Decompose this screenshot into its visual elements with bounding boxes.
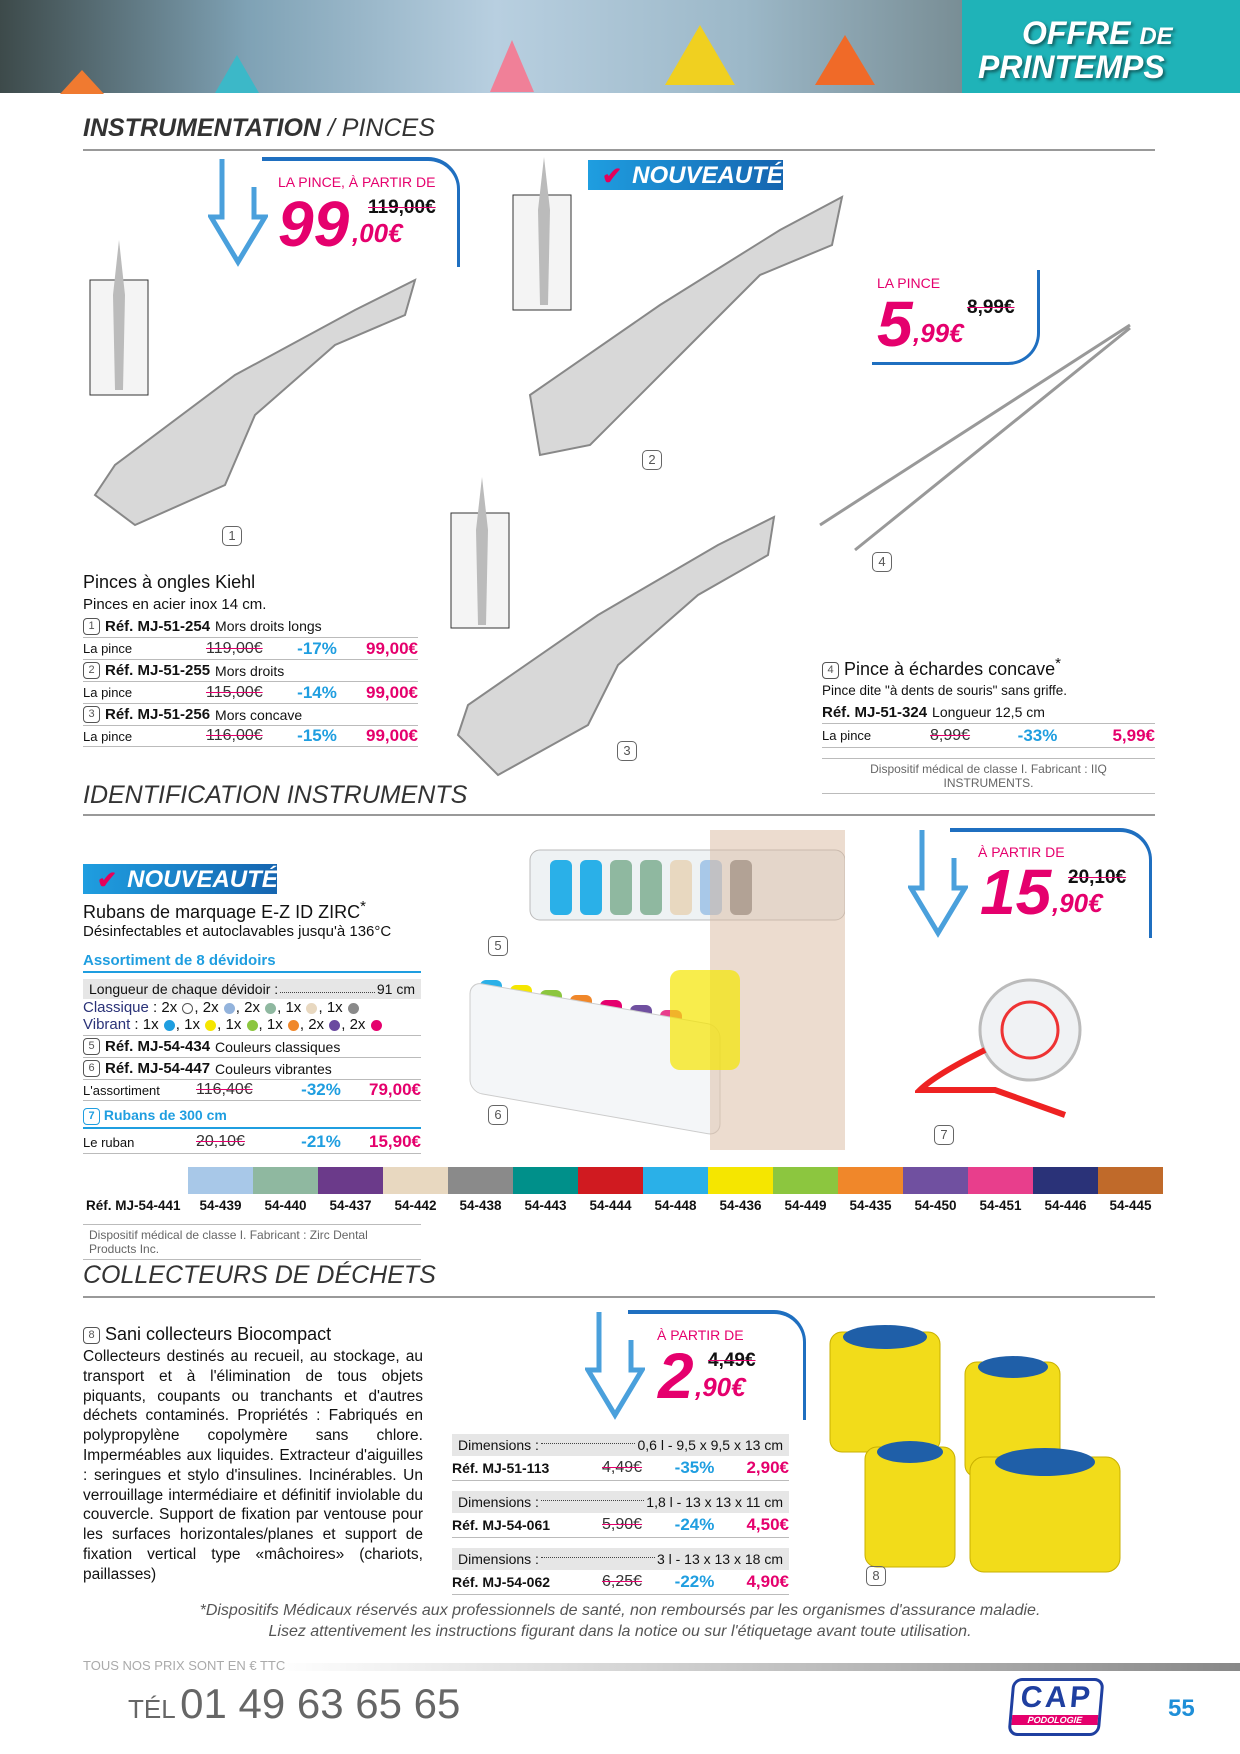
tape-roll: [670, 860, 692, 915]
product-title: Pince à échardes concave: [844, 659, 1056, 679]
paper-boat-image: [60, 70, 104, 94]
price-big: 15: [980, 856, 1052, 928]
color-quantity: 1x: [326, 999, 343, 1016]
product-title: Sani collecteurs Biocompact: [105, 1324, 332, 1344]
section-divider: [83, 814, 1155, 816]
color-swatch: [1098, 1167, 1163, 1194]
old-price: 20,10€: [196, 1133, 245, 1151]
image-number-8: 8: [866, 1566, 886, 1586]
tape-roll: [610, 860, 632, 915]
new-price: 15,90€: [369, 1132, 421, 1152]
color-swatch: [318, 1167, 383, 1194]
image-number-5: 5: [488, 936, 508, 956]
price-row: [452, 1570, 789, 1595]
old-price: 5,90€: [602, 1516, 643, 1533]
product-description: Collecteurs destinés au recueil, au stockage, au transport et à l'élimination de tous objets piquants, coupants ou tranchants et d'autres déchets contaminés. Propriétés : Fabriqués en polypropylène copolymère sans chlore. Imperméables aux liquides. Extracteur d'aiguilles : seringues et stylo d'insulines. Incinérables. Un verrouillage intermédiaire et définitif inviolable du couvercle. Support de fixation par ventouse pour les surfaces horizontales/planes et support de fixation vertical type «mâchoires» (chariots, paillasses): [83, 1348, 423, 1583]
single-title: Rubans de 300 cm: [103, 1107, 227, 1123]
color-swatch: [1033, 1167, 1098, 1194]
product-desc: Couleurs classiques: [215, 1038, 341, 1055]
price-label: À PARTIR DE: [657, 1327, 744, 1343]
discount: -15%: [297, 726, 337, 745]
price-row: [822, 723, 1155, 748]
old-price: 4,49€: [602, 1459, 643, 1476]
rubans-product-block: [83, 898, 421, 1154]
color-dot: [265, 1003, 276, 1014]
color-swatch-strip: [188, 1167, 1163, 1194]
vibrant-label: Vibrant: [83, 1016, 131, 1033]
color-code: 54-437: [329, 1198, 372, 1213]
color-swatch: [708, 1167, 773, 1194]
item-number: 4: [822, 662, 839, 679]
tel-label: TÉL: [128, 1694, 176, 1724]
section-title-collecteurs: COLLECTEURS DE DÉCHETS: [83, 1261, 436, 1289]
image-number-6: 6: [488, 1105, 508, 1125]
dimension-row: [452, 1548, 789, 1570]
discount: -24%: [674, 1515, 715, 1534]
color-quantity: 1x: [225, 1016, 242, 1033]
price-cents: ,99€: [913, 318, 964, 348]
old-price: 116,00€: [206, 727, 263, 744]
product-desc: Longueur 12,5 cm: [932, 704, 1045, 720]
discount: -14%: [297, 682, 337, 702]
color-swatch: [773, 1167, 838, 1194]
product-ref: Réf. MJ-54-434: [105, 1038, 211, 1055]
section-title-rest: / PINCES: [320, 114, 435, 142]
section-title-bold: INSTRUMENTATION: [83, 114, 321, 142]
image-number-2: 2: [642, 450, 662, 470]
item-number: 7: [83, 1108, 100, 1125]
color-dot: [247, 1020, 258, 1031]
plier-image-3: [448, 475, 788, 785]
color-swatch: [968, 1167, 1033, 1194]
prices-note: TOUS NOS PRIX SONT EN € TTC: [83, 1658, 286, 1673]
color-quantity: 1x: [266, 1016, 283, 1033]
price-cents: ,00€: [352, 218, 403, 248]
color-code: 54-440: [264, 1198, 307, 1213]
discount: -22%: [674, 1572, 715, 1591]
color-code: 54-450: [914, 1198, 957, 1213]
price-label: LA PINCE, À PARTIR DE: [278, 174, 436, 190]
product-ref: Réf. MJ-54-062: [452, 1574, 551, 1590]
length-value: 91 cm: [376, 981, 415, 997]
product-ref: Réf. MJ-51-255: [105, 662, 211, 679]
price-label: À PARTIR DE: [978, 844, 1065, 860]
color-dot: [288, 1020, 299, 1031]
paper-boat-image: [665, 25, 735, 85]
paper-boat-image: [215, 55, 259, 93]
color-code: 54-446: [1044, 1198, 1087, 1213]
color-dot: [224, 1003, 235, 1014]
color-dot: [182, 1003, 193, 1014]
color-quantity: 2x: [308, 1016, 325, 1033]
classique-colors: Classique : 2x , 2x , 2x , 1x , 1x: [83, 999, 421, 1016]
discount: -17%: [297, 638, 337, 658]
offer-line1: OFFRE: [1022, 15, 1131, 51]
color-dot: [348, 1003, 359, 1014]
color-swatch: [188, 1167, 253, 1194]
asterisk: *: [360, 898, 366, 915]
new-price: 99,00€: [366, 682, 418, 702]
dot-leader: [541, 1500, 644, 1501]
color-quantity: 2x: [202, 999, 219, 1016]
tape-roll: [580, 860, 602, 915]
section-divider: [83, 1296, 1155, 1298]
footer-bar: [275, 1663, 1240, 1671]
tel-number: 01 49 63 65 65: [180, 1680, 461, 1727]
item-number: 8: [83, 1327, 100, 1344]
color-dot: [164, 1020, 175, 1031]
dimension-value: 0,6 l - 9,5 x 9,5 x 13 cm: [637, 1437, 783, 1453]
price-old: 20,10€: [1068, 867, 1127, 888]
item-number: 1: [83, 618, 100, 635]
product-ref: Réf. MJ-54-061: [452, 1517, 551, 1533]
color-dot: [205, 1020, 216, 1031]
price-big: 99: [278, 188, 350, 260]
phone: [128, 1680, 460, 1728]
old-price: 119,00€: [206, 639, 263, 657]
price-old: 119,00€: [368, 197, 436, 218]
color-quantity: 2x: [244, 999, 260, 1016]
red-tape-image: [915, 975, 1095, 1125]
color-quantity: 1x: [184, 1016, 200, 1033]
paper-boat-image: [815, 35, 875, 85]
section-title-identification: IDENTIFICATION INSTRUMENTS: [83, 781, 468, 809]
color-code: 54-445: [1109, 1198, 1152, 1213]
new-badge: [588, 160, 783, 190]
price-old: 4,49€: [708, 1350, 756, 1371]
price-row: [83, 725, 418, 747]
regulatory-note: Dispositif médical de classe I. Fabricant : IIQ INSTRUMENTS.: [822, 758, 1155, 794]
pinces-product-block: [83, 572, 418, 747]
length-label: Longueur de chaque dévidoir :: [89, 981, 279, 997]
new-price: 79,00€: [369, 1080, 421, 1099]
product-ref: Réf. MJ-54-447: [105, 1060, 211, 1077]
price-row: [83, 637, 418, 659]
paper-boat-image: [490, 40, 534, 92]
color-swatch: [448, 1167, 513, 1194]
price-row: [452, 1456, 789, 1481]
page-number: 55: [1168, 1695, 1195, 1722]
color-dot: [371, 1020, 382, 1031]
color-quantity: 1x: [285, 999, 302, 1016]
color-swatch: [253, 1167, 318, 1194]
collecteurs-product-block: [83, 1324, 423, 1585]
unit-label: La pince: [83, 685, 133, 700]
image-number-3: 3: [617, 741, 637, 761]
color-code: 54-451: [979, 1198, 1022, 1213]
color-swatch: [513, 1167, 578, 1194]
cap-logo: [1007, 1678, 1104, 1736]
price-big: 5: [877, 288, 913, 360]
old-price: 116,40€: [196, 1081, 253, 1098]
product-ref: Réf. MJ-51-256: [105, 706, 211, 723]
product-desc: Mors concave: [215, 706, 303, 723]
new-price: 99,00€: [366, 638, 418, 658]
price-row: [83, 681, 418, 703]
color-swatch: [383, 1167, 448, 1194]
new-price: 5,99€: [1112, 725, 1155, 745]
product-desc: Couleurs vibrantes: [215, 1060, 332, 1077]
price-cents: ,90€: [695, 1372, 746, 1402]
color-code: 54-444: [589, 1198, 632, 1213]
offer-line2: PRINTEMPS: [978, 49, 1165, 85]
color-code: 54-442: [394, 1198, 437, 1213]
vibrant-colors: Vibrant : 1x , 1x , 1x , 1x , 2x , 2x: [83, 1016, 421, 1033]
section-divider: [83, 149, 1155, 151]
dimension-label: Dimensions :: [458, 1494, 539, 1510]
color-dot: [329, 1020, 340, 1031]
unit-label: Le ruban: [83, 1134, 135, 1150]
item-number: 5: [83, 1038, 100, 1055]
price-row: [452, 1513, 789, 1538]
color-swatch: [838, 1167, 903, 1194]
plier-image-1: [85, 235, 425, 545]
collecteurs-price-table: [452, 1434, 789, 1595]
offer-de: DE: [1139, 23, 1173, 50]
new-price: 99,00€: [366, 726, 418, 745]
image-number-1: 1: [222, 526, 242, 546]
price-row: [83, 1132, 421, 1154]
dimension-value: 3 l - 13 x 13 x 18 cm: [656, 1551, 783, 1567]
color-quantity: 1x: [142, 1016, 159, 1033]
price-label: LA PINCE: [877, 275, 941, 291]
color-code: 54-448: [654, 1198, 697, 1213]
regulatory-note: Dispositif médical de classe I. Fabricant : Zirc Dental Products Inc.: [83, 1224, 421, 1260]
product-ref: Réf. MJ-51-324: [822, 703, 928, 721]
color-code: 54-443: [524, 1198, 567, 1213]
new-price: 2,90€: [746, 1458, 789, 1477]
old-price: 6,25€: [602, 1573, 643, 1590]
new-badge-label: NOUVEAUTÉ: [127, 866, 278, 893]
item-number: 6: [83, 1060, 100, 1077]
discount: -33%: [1017, 725, 1058, 745]
discount: -35%: [674, 1458, 715, 1477]
new-price: 4,50€: [746, 1515, 789, 1534]
offer-title: [962, 0, 1240, 93]
product-title: Rubans de marquage E-Z ID ZIRC: [83, 902, 361, 922]
unit-label: La pince: [822, 728, 872, 743]
disclaimer-line-2: Lisez attentivement les instructions figurant dans la notice ou sur l'étiquetage avant toute utilisation.: [268, 1623, 972, 1640]
color-swatch: [903, 1167, 968, 1194]
dimension-value: 1,8 l - 13 x 13 x 11 cm: [646, 1494, 783, 1510]
image-number-7: 7: [934, 1125, 954, 1145]
tape-roll: [550, 860, 572, 915]
asterisk: *: [1055, 655, 1061, 672]
length-row: [83, 979, 421, 999]
new-price: 4,90€: [746, 1572, 789, 1591]
dimension-label: Dimensions :: [458, 1551, 539, 1567]
product-subtitle: Désinfectables et autoclavables jusqu'à 136°C: [83, 923, 392, 940]
single-ribbon-heading: [83, 1107, 421, 1129]
old-price: 8,99€: [930, 726, 971, 744]
product-ref: Réf. MJ-51-113: [452, 1460, 550, 1476]
color-code: 54-449: [784, 1198, 827, 1213]
new-badge: [83, 864, 277, 894]
image-number-4: 4: [872, 552, 892, 572]
echardes-product-block: [822, 655, 1155, 794]
color-code: 54-439: [199, 1198, 242, 1213]
price-old: 8,99€: [967, 297, 1015, 318]
unit-label: L'assortiment: [83, 1082, 160, 1098]
sharps-containers-image: [825, 1312, 1125, 1582]
ref-label: Réf. MJ-54-441: [86, 1198, 181, 1213]
color-dot: [306, 1003, 317, 1014]
section-title-instrumentation: [83, 114, 435, 143]
tape-dispensers-image: [460, 830, 845, 1165]
color-code-row: [86, 1198, 1163, 1213]
dimension-row: [452, 1491, 789, 1513]
old-price: 115,00€: [206, 683, 263, 701]
unit-label: La pince: [83, 728, 133, 744]
price-row: [83, 1079, 421, 1101]
check-icon: ✔: [602, 162, 623, 190]
price-big: 2: [658, 1340, 694, 1412]
tape-roll: [640, 860, 662, 915]
product-ref: Réf. MJ-51-254: [105, 617, 211, 635]
item-number: 3: [83, 706, 100, 723]
assortment-heading: Assortiment de 8 dévidoirs: [83, 952, 421, 973]
discount: -21%: [301, 1132, 341, 1152]
logo-subtext: PODOLOGIE: [1011, 1715, 1098, 1725]
color-swatch: [643, 1167, 708, 1194]
product-desc: Mors droits: [215, 662, 285, 679]
dimension-label: Dimensions :: [458, 1437, 539, 1453]
new-badge-label: NOUVEAUTÉ: [632, 162, 783, 189]
product-title: Pinces à ongles Kiehl: [83, 572, 256, 592]
color-code: 54-438: [459, 1198, 502, 1213]
color-code: 54-435: [849, 1198, 892, 1213]
product-subtitle: Pince dite "à dents de souris" sans griffe.: [822, 683, 1067, 698]
disclaimer-line-1: *Dispositifs Médicaux réservés aux professionnels de santé, non remboursés par les organismes d'assurance maladie.: [199, 1602, 1041, 1619]
dot-leader: [541, 1443, 636, 1444]
product-desc: Mors droits longs: [215, 618, 322, 634]
classique-label: Classique: [83, 999, 149, 1016]
color-swatch: [578, 1167, 643, 1194]
logo-text: CAP: [1019, 1681, 1095, 1714]
dimension-row: [452, 1434, 789, 1456]
price-cents: ,90€: [1052, 888, 1103, 918]
plier-image-2: [510, 155, 850, 465]
color-quantity: 2x: [161, 999, 178, 1016]
dot-leader: [541, 1557, 655, 1558]
color-quantity: 2x: [349, 1016, 366, 1033]
color-code: 54-436: [719, 1198, 762, 1213]
product-subtitle: Pinces en acier inox 14 cm.: [83, 596, 267, 613]
unit-label: La pince: [83, 641, 133, 656]
discount: -32%: [301, 1080, 341, 1099]
item-number: 2: [83, 662, 100, 679]
check-icon: ✔: [97, 866, 118, 894]
